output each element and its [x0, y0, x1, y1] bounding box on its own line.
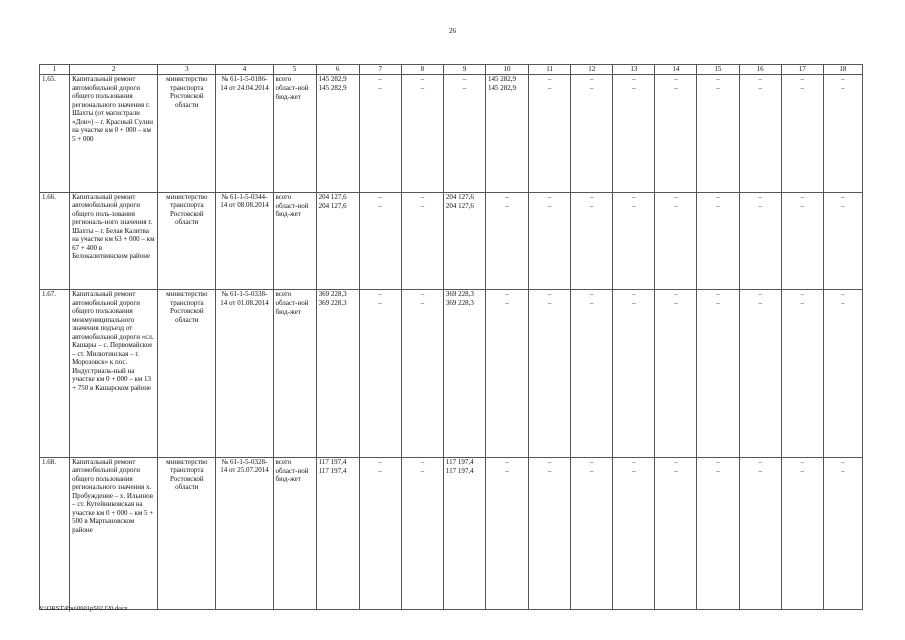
value-cell: – [781, 457, 823, 467]
col-header: 17 [781, 65, 823, 75]
value-cell: – [529, 192, 571, 202]
value-cell: 369 228,3 [443, 299, 485, 457]
funding-source: всего [273, 457, 316, 467]
value-cell: – [655, 467, 697, 610]
value-cell: – [823, 467, 862, 610]
value-cell: – [781, 75, 823, 85]
value-cell: – [739, 299, 781, 457]
object-name: Капитальный ремонт автомобильной дороги общего пользования регионального значения х. Пробуждение – х. Ильинов – ст. Кутейниковская на участке км 0 + 000 – км 5 + 500 в Мартыновском районе [70, 457, 158, 610]
value-cell: – [529, 299, 571, 457]
value-cell: – [697, 192, 739, 202]
value-cell: – [697, 84, 739, 192]
col-header: 12 [571, 65, 613, 75]
value-cell: – [739, 202, 781, 290]
value-cell: – [401, 75, 443, 85]
value-cell: – [823, 299, 862, 457]
page-number: 26 [449, 27, 456, 35]
col-header: 16 [739, 65, 781, 75]
table-row [40, 457, 863, 467]
budget-table [39, 64, 863, 610]
funding-source: област-ной бюд-жет [273, 84, 316, 192]
col-header: 14 [655, 65, 697, 75]
value-cell: – [359, 299, 401, 457]
value-cell: – [529, 202, 571, 290]
value-cell: – [571, 192, 613, 202]
value-cell: – [739, 290, 781, 300]
value-cell: – [613, 290, 655, 300]
responsible-org: министерство транспорта Ростовской области [158, 457, 216, 610]
document-ref: № 61-1-5-0328-14 от 25.07.2014 [216, 457, 273, 610]
responsible-org: министерство транспорта Ростовской области [158, 290, 216, 458]
responsible-org: министерство транспорта Ростовской области [158, 75, 216, 193]
col-header: 1 [40, 65, 70, 75]
value-cell: – [571, 290, 613, 300]
value-cell: 204 127,6 [443, 202, 485, 290]
value-cell: – [739, 84, 781, 192]
value-cell: – [655, 192, 697, 202]
value-cell: 369 228,3 [316, 299, 359, 457]
value-cell: – [486, 192, 529, 202]
value-cell: – [401, 84, 443, 192]
value-cell: – [613, 202, 655, 290]
col-header: 2 [70, 65, 158, 75]
value-cell: – [781, 202, 823, 290]
value-cell: – [443, 84, 485, 192]
value-cell: – [613, 192, 655, 202]
row-number: 1.65. [40, 75, 70, 193]
value-cell: 117 197,4 [443, 467, 485, 610]
value-cell: 145 282,9 [316, 84, 359, 192]
value-cell: – [359, 457, 401, 467]
col-header: 8 [401, 65, 443, 75]
object-name: Капитальный ремонт автомобильной дороги общего пользования регионального значения г. Шахты (от магистрали «Дон») – г. Красный Сулин на участке км 0 + 000 – км 5 + 000 [70, 75, 158, 193]
row-number: 1.67. [40, 290, 70, 458]
funding-source: всего [273, 192, 316, 202]
value-cell: 117 197,4 [316, 467, 359, 610]
table-row [40, 192, 863, 202]
funding-source: област-ной бюд-жет [273, 202, 316, 290]
col-header: 7 [359, 65, 401, 75]
row-number: 1.68. [40, 457, 70, 610]
value-cell: 145 282,9 [486, 75, 529, 85]
value-cell: – [486, 457, 529, 467]
document-ref: № 61-1-5-0338-14 от 01.08.2014 [216, 290, 273, 458]
col-header: 9 [443, 65, 485, 75]
col-header: 13 [613, 65, 655, 75]
value-cell: – [486, 467, 529, 610]
value-cell: – [571, 84, 613, 192]
col-header: 4 [216, 65, 273, 75]
value-cell: – [655, 202, 697, 290]
value-cell: – [697, 467, 739, 610]
value-cell: – [529, 457, 571, 467]
value-cell: – [781, 299, 823, 457]
value-cell: – [529, 84, 571, 192]
table-row [40, 75, 863, 85]
value-cell: – [781, 84, 823, 192]
col-header: 11 [529, 65, 571, 75]
value-cell: – [571, 457, 613, 467]
value-cell: – [739, 192, 781, 202]
col-header: 10 [486, 65, 529, 75]
value-cell: – [739, 75, 781, 85]
value-cell: – [571, 299, 613, 457]
header-row [40, 65, 863, 75]
value-cell: – [486, 202, 529, 290]
funding-source: всего [273, 290, 316, 300]
value-cell: – [401, 299, 443, 457]
value-cell: 369 228,3 [316, 290, 359, 300]
col-header: 15 [697, 65, 739, 75]
value-cell: – [823, 457, 862, 467]
value-cell: – [401, 192, 443, 202]
value-cell: – [613, 299, 655, 457]
value-cell: – [655, 84, 697, 192]
value-cell: – [529, 467, 571, 610]
funding-source: област-ной бюд-жет [273, 467, 316, 610]
value-cell: – [613, 457, 655, 467]
value-cell: – [739, 467, 781, 610]
value-cell: – [655, 457, 697, 467]
value-cell: – [697, 457, 739, 467]
value-cell: 117 197,4 [443, 457, 485, 467]
value-cell: – [529, 75, 571, 85]
funding-source: област-ной бюд-жет [273, 299, 316, 457]
value-cell: – [401, 467, 443, 610]
value-cell: – [359, 84, 401, 192]
value-cell: – [401, 202, 443, 290]
value-cell: – [401, 290, 443, 300]
object-name: Капитальный ремонт автомобильной дороги общего пользования межмуниципального значения подъезд от автомобильной дороги «сл. Кашары – с. Первомайское – ст. Милютинская – г. Морозовск» к пос. Индустриаль-ный на участке км 0 + 000 – км 13 + 750 в Кашарском районе [70, 290, 158, 458]
value-cell: – [613, 467, 655, 610]
value-cell: 204 127,6 [316, 192, 359, 202]
responsible-org: министерство транспорта Ростовской области [158, 192, 216, 290]
document-ref: № 61-1-5-0344-14 от 08.08.2014 [216, 192, 273, 290]
value-cell: – [823, 290, 862, 300]
row-number: 1.66. [40, 192, 70, 290]
value-cell: 145 282,9 [486, 84, 529, 192]
value-cell: – [781, 192, 823, 202]
value-cell: – [697, 299, 739, 457]
value-cell: – [359, 467, 401, 610]
value-cell: – [823, 192, 862, 202]
value-cell: – [655, 299, 697, 457]
value-cell: – [613, 75, 655, 85]
value-cell: – [613, 84, 655, 192]
value-cell: – [697, 202, 739, 290]
value-cell: – [655, 75, 697, 85]
value-cell: – [401, 457, 443, 467]
document-ref: № 61-1-5-0186-14 от 24.04.2014 [216, 75, 273, 193]
value-cell: – [655, 290, 697, 300]
value-cell: – [486, 290, 529, 300]
value-cell: – [781, 290, 823, 300]
value-cell: 204 127,6 [316, 202, 359, 290]
value-cell: – [823, 202, 862, 290]
col-header: 6 [316, 65, 359, 75]
value-cell: – [697, 290, 739, 300]
value-cell: – [443, 75, 485, 85]
value-cell: – [697, 75, 739, 85]
value-cell: – [359, 290, 401, 300]
value-cell: – [571, 75, 613, 85]
col-header: 5 [273, 65, 316, 75]
value-cell: 369 228,3 [443, 290, 485, 300]
value-cell: – [823, 84, 862, 192]
col-header: 3 [158, 65, 216, 75]
value-cell: – [823, 75, 862, 85]
value-cell: 117 197,4 [316, 457, 359, 467]
funding-source: всего [273, 75, 316, 85]
value-cell: – [486, 299, 529, 457]
value-cell: – [359, 202, 401, 290]
value-cell: – [781, 467, 823, 610]
col-header: 18 [823, 65, 862, 75]
file-path-footer: Y:\ORST\Ppo\0601p502.f20.docx [39, 605, 128, 612]
value-cell: 145 282,9 [316, 75, 359, 85]
object-name: Капитальный ремонт автомобильной дороги общего поль-зования региональ-ного значения г. Шахты – г. Белая Калитва на участке км 63 + 000 – км 67 + 400 в Белокалитвинском районе [70, 192, 158, 290]
value-cell: – [359, 192, 401, 202]
value-cell: – [529, 290, 571, 300]
value-cell: – [571, 467, 613, 610]
value-cell: – [571, 202, 613, 290]
table-row [40, 290, 863, 300]
value-cell: – [739, 457, 781, 467]
value-cell: 204 127,6 [443, 192, 485, 202]
value-cell: – [359, 75, 401, 85]
